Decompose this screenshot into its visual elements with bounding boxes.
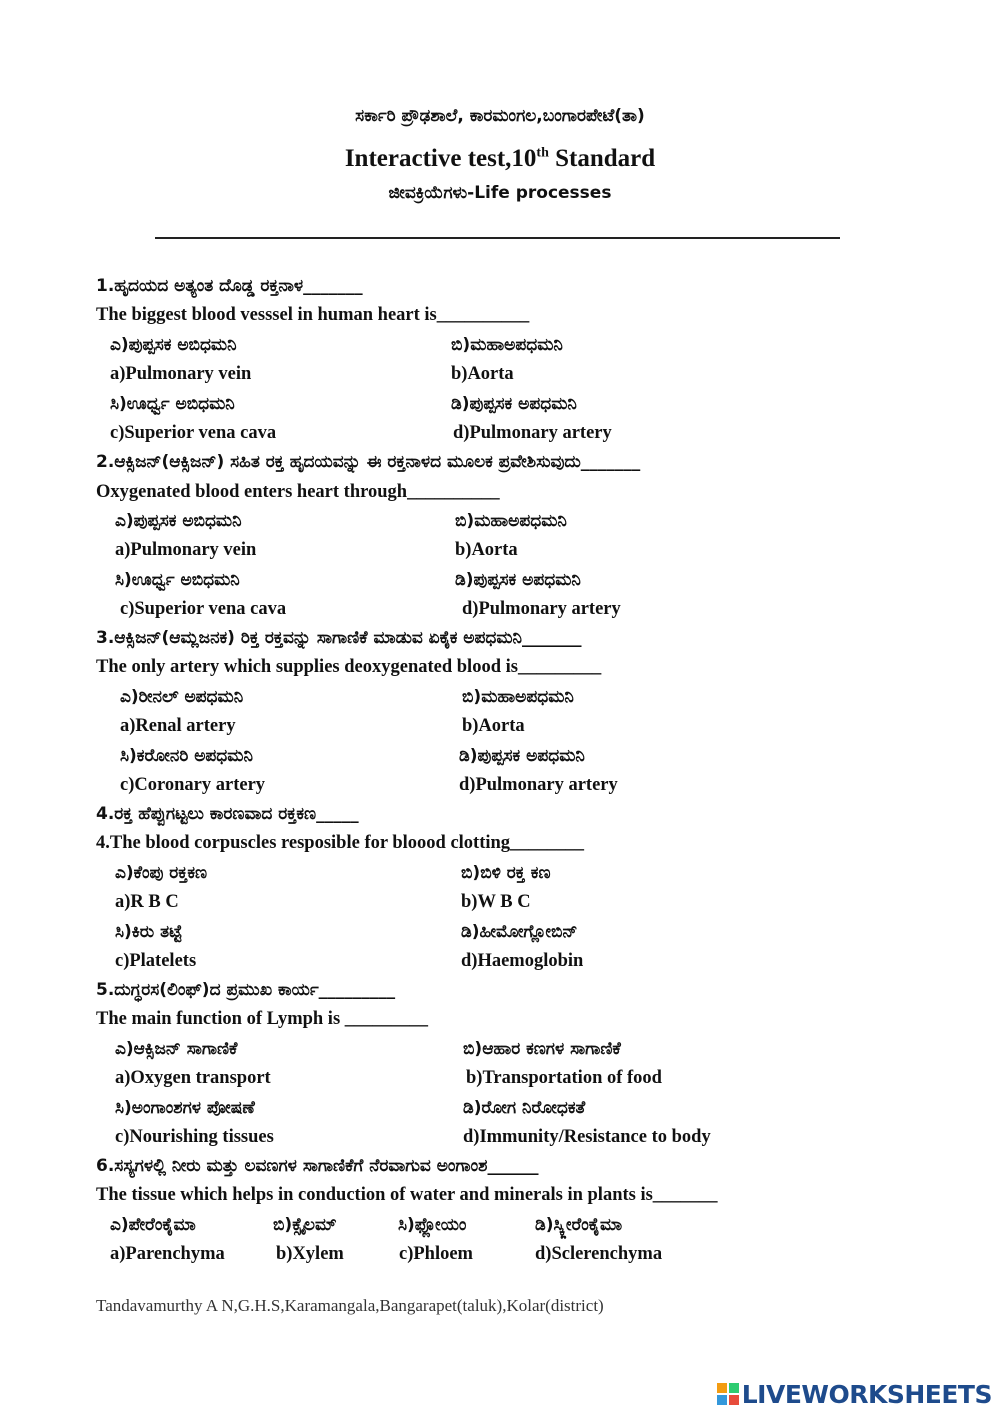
q6-option-d-en[interactable]: d)Sclerenchyma	[535, 1244, 663, 1264]
test-title-suffix: Standard	[548, 145, 656, 172]
q2-option-c-kn[interactable]: ಸಿ)ಊರ್ಧ್ವ ಅಬಿಧಮನಿ	[115, 570, 240, 590]
q4-option-b-kn[interactable]: ಬಿ)ಬಿಳಿ ರಕ್ತ ಕಣ	[461, 863, 551, 883]
q5-option-a-kn[interactable]: ಎ)ಆಕ್ಸಿಜನ್ ಸಾಗಾಣಿಕೆ	[115, 1039, 238, 1059]
q4-option-c-kn[interactable]: ಸಿ)ಕಿರು ತಟ್ಟೆ	[115, 922, 183, 942]
q2-option-a-kn[interactable]: ಎ)ಪುಪ್ಪಸಕ ಅಬಿಧಮನಿ	[115, 511, 242, 531]
q6-option-a-kn[interactable]: ಎ)ಪೇರೆಂಕೈಮಾ	[110, 1215, 196, 1235]
q1-option-c-en[interactable]: c)Superior vena cava	[110, 423, 277, 443]
subject-title: ಜೀವಕ್ರಿಯೆಗಳು-Life processes	[388, 183, 612, 203]
q4-option-a-kn[interactable]: ಎ)ಕೆಂಪು ರಕ್ತಕಣ	[115, 863, 208, 883]
q4-english: 4.The blood corpuscles resposible for bloood clotting________	[96, 833, 585, 853]
q5-option-b-kn[interactable]: ಬಿ)ಆಹಾರ ಕಣಗಳ ಸಾಗಾಣಿಕೆ	[463, 1039, 621, 1059]
q1-option-a-en[interactable]: a)Pulmonary vein	[110, 364, 252, 384]
q2-kannada: 2.ಆಕ್ಸಿಜನ್(ಆಕ್ಸಿಜನ್) ಸಹಿತ ರಕ್ತ ಹೃದಯವನ್ನು ಈ ರಕ್ತನಾಳದ ಮೂಲಕ ಪ್ರವೇಶಿಸುವುದು_______	[96, 452, 641, 472]
q2-option-b-en[interactable]: b)Aorta	[455, 540, 518, 560]
q5-option-b-en[interactable]: b)Transportation of food	[466, 1068, 662, 1088]
q4-option-d-en[interactable]: d)Haemoglobin	[461, 951, 584, 971]
q5-option-c-en[interactable]: c)Nourishing tissues	[115, 1127, 274, 1147]
q6-kannada: 6.ಸಸ್ಯಗಳಲ್ಲಿ ನೀರು ಮತ್ತು ಲವಣಗಳ ಸಾಗಾಣಿಕೆಗೆ ನೆರವಾಗುವ ಅಂಗಾಂಶ______	[96, 1156, 539, 1176]
q1-option-c-kn[interactable]: ಸಿ)ಊರ್ಧ್ವ ಅಬಿಧಮನಿ	[110, 394, 235, 414]
header-divider	[155, 237, 840, 239]
footer-credit: Tandavamurthy A N,G.H.S,Karamangala,Bangarapet(taluk),Kolar(district)	[96, 1296, 604, 1315]
q4-option-b-en[interactable]: b)W B C	[461, 892, 531, 912]
q6-option-c-en[interactable]: c)Phloem	[399, 1244, 473, 1264]
q3-option-b-kn[interactable]: ಬಿ)ಮಹಾಅಪಧಮನಿ	[462, 687, 574, 707]
q1-english: The biggest blood vesssel in human heart is__________	[96, 305, 530, 325]
q3-kannada: 3.ಆಕ್ಸಿಜನ್(ಆಮ್ಲಜನಕ) ರಿಕ್ತ ರಕ್ತವನ್ನು ಸಾಗಾಣಿಕೆ ಮಾಡುವ ಏಕೈಕ ಅಪಧಮನಿ_______	[96, 628, 582, 648]
q1-kannada: 1.ಹೃದಯದ ಅತ್ಯಂತ ದೊಡ್ಡ ರಕ್ತನಾಳ_______	[96, 276, 363, 296]
logo-square-2	[729, 1383, 739, 1393]
q4-option-c-en[interactable]: c)Platelets	[115, 951, 197, 971]
q5-option-d-kn[interactable]: ಡಿ)ರೋಗ ನಿರೋಧಕತೆ	[463, 1098, 586, 1118]
q3-option-d-kn[interactable]: ಡಿ)ಪುಪ್ಪಸಕ ಅಪಧಮನಿ	[459, 746, 585, 766]
q2-english: Oxygenated blood enters heart through__________	[96, 482, 500, 502]
q2-option-d-en[interactable]: d)Pulmonary artery	[462, 599, 621, 619]
q3-option-a-en[interactable]: a)Renal artery	[120, 716, 236, 736]
q2-option-a-en[interactable]: a)Pulmonary vein	[115, 540, 257, 560]
logo-square-4	[729, 1395, 739, 1405]
q4-option-d-kn[interactable]: ಡಿ)ಹೀಮೋಗ್ಲೋಬಿನ್	[461, 922, 578, 942]
q1-option-b-kn[interactable]: ಬಿ)ಮಹಾಅಪಧಮನಿ	[451, 335, 563, 355]
liveworksheets-logo[interactable]	[717, 1379, 992, 1409]
logo-icon	[717, 1383, 739, 1405]
test-title-sup: th	[536, 145, 549, 161]
q6-option-b-kn[interactable]: ಬಿ)ಕ್ಸೈಲಮ್	[273, 1215, 337, 1235]
q1-option-d-en[interactable]: d)Pulmonary artery	[453, 423, 612, 443]
q5-option-a-en[interactable]: a)Oxygen transport	[115, 1068, 271, 1088]
q5-option-d-en[interactable]: d)Immunity/Resistance to body	[463, 1127, 711, 1147]
q5-option-c-kn[interactable]: ಸಿ)ಅಂಗಾಂಶಗಳ ಪೋಷಣೆ	[115, 1098, 255, 1118]
q6-option-b-en[interactable]: b)Xylem	[276, 1244, 344, 1264]
q3-english: The only artery which supplies deoxygenated blood is_________	[96, 657, 602, 677]
q5-english: The main function of Lymph is _________	[96, 1009, 429, 1029]
q6-option-c-kn[interactable]: ಸಿ)ಫ್ಲೋಯಂ	[398, 1215, 467, 1235]
q4-kannada: 4.ರಕ್ತ ಹೆಪ್ಪುಗಟ್ಟಲು ಕಾರಣವಾದ ರಕ್ತಕಣ_____	[96, 804, 359, 824]
q6-option-d-kn[interactable]: ಡಿ)ಸ್ಕ್ಲೀರೆಂಕೈಮಾ	[535, 1215, 623, 1235]
q3-option-b-en[interactable]: b)Aorta	[462, 716, 525, 736]
q3-option-d-en[interactable]: d)Pulmonary artery	[459, 775, 618, 795]
q3-option-c-en[interactable]: c)Coronary artery	[120, 775, 266, 795]
test-title	[0, 145, 1000, 173]
q3-option-c-kn[interactable]: ಸಿ)ಕರೋನರಿ ಅಪಧಮನಿ	[120, 746, 253, 766]
q5-kannada: 5.ದುಗ್ಧರಸ(ಲಿಂಫ್)ದ ಪ್ರಮುಖ ಕಾರ್ಯ_________	[96, 980, 396, 1000]
q1-option-a-kn[interactable]: ಎ)ಪುಪ್ಪಸಕ ಅಬಿಧಮನಿ	[110, 335, 237, 355]
logo-text: LIVEWORKSHEETS	[741, 1379, 992, 1409]
q3-option-a-kn[interactable]: ಎ)ರೀನಲ್ ಅಪಧಮನಿ	[120, 687, 244, 707]
q1-option-b-en[interactable]: b)Aorta	[451, 364, 514, 384]
q4-option-a-en[interactable]: a)R B C	[115, 892, 179, 912]
test-title-prefix: Interactive test,10	[344, 145, 537, 172]
q1-option-d-kn[interactable]: ಡಿ)ಪುಪ್ಪಸಕ ಅಪಧಮನಿ	[451, 394, 577, 414]
logo-square-3	[717, 1395, 727, 1405]
q6-option-a-en[interactable]: a)Parenchyma	[110, 1244, 225, 1264]
school-title: ಸರ್ಕಾರಿ ಪ್ರೌಢಶಾಲೆ, ಕಾರಮಂಗಲ,ಬಂಗಾರಪೇಟೆ(ತಾ)	[355, 106, 645, 126]
logo-square-1	[717, 1383, 727, 1393]
q6-english: The tissue which helps in conduction of water and minerals in plants is_______	[96, 1185, 718, 1205]
q2-option-d-kn[interactable]: ಡಿ)ಪುಪ್ಪಸಕ ಅಪಧಮನಿ	[455, 570, 581, 590]
q2-option-b-kn[interactable]: ಬಿ)ಮಹಾಅಪಧಮನಿ	[455, 511, 567, 531]
q2-option-c-en[interactable]: c)Superior vena cava	[120, 599, 287, 619]
